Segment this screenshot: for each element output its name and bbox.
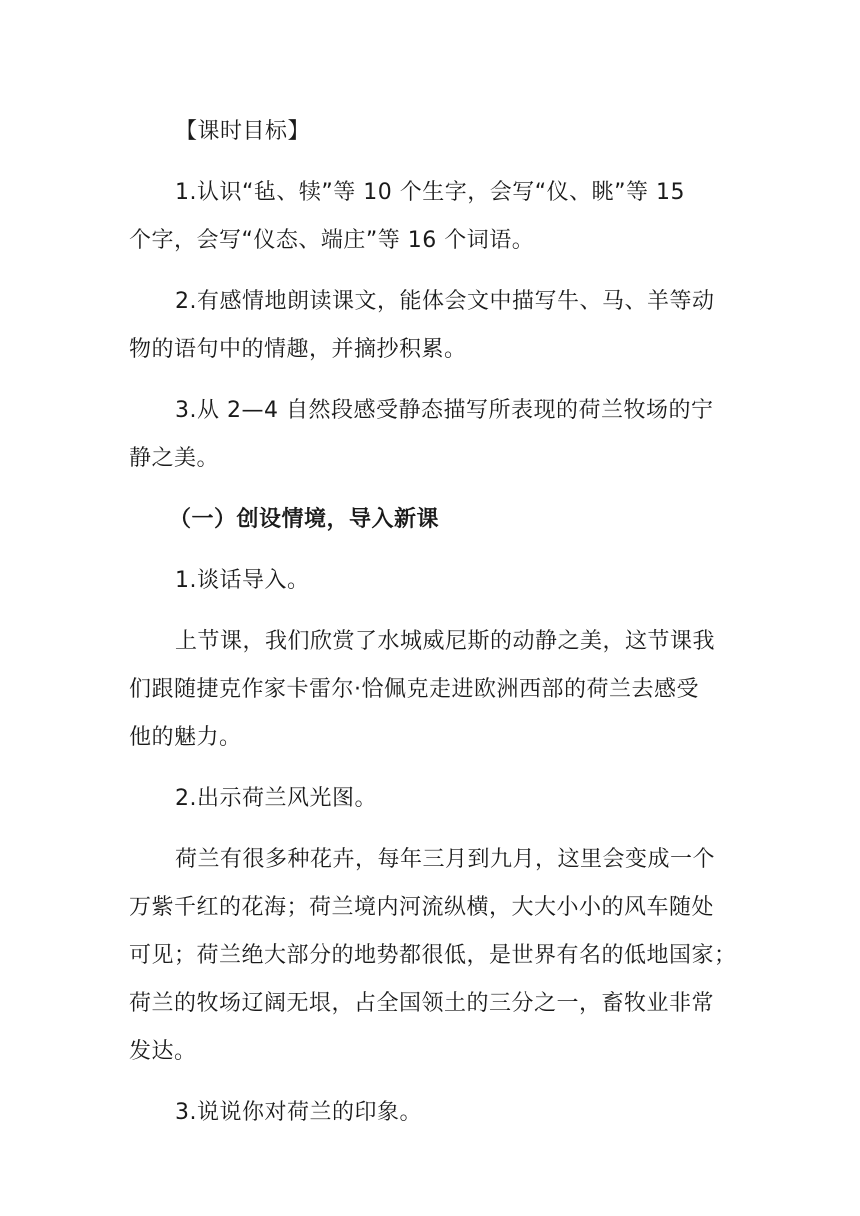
step-2-text-line-4: 荷兰的牧场辽阔无垠，占全国领土的三分之一，畜牧业非常 bbox=[129, 991, 715, 1016]
step-2-text-line-3: 可见；荷兰绝大部分的地势都很低，是世界有名的低地国家； bbox=[129, 943, 737, 968]
objective-1 bbox=[129, 169, 731, 265]
objective-2 bbox=[129, 278, 731, 374]
step-2-text-line-1: 荷兰有很多种花卉，每年三月到九月，这里会变成一个 bbox=[175, 847, 716, 872]
section-heading: （一）创设情境，导入新课 bbox=[169, 507, 440, 532]
objectives-heading: 【课时目标】 bbox=[175, 119, 311, 144]
objective-2-line-1: 2.有感情地朗读课文，能体会文中描写牛、马、羊等动 bbox=[175, 289, 715, 314]
step-1-text-line-2: 们跟随捷克作家卡雷尔·恰佩克走进欧洲西部的荷兰去感受 bbox=[129, 677, 699, 702]
step-2-title: 2.出示荷兰风光图。 bbox=[175, 786, 377, 811]
objective-1-line-2: 个字，会写“仪态、端庄”等 16 个词语。 bbox=[129, 228, 535, 253]
step-2-text-line-5: 发达。 bbox=[129, 1039, 197, 1064]
step-2-text bbox=[129, 836, 737, 1076]
step-1-text bbox=[129, 618, 731, 762]
objective-1-line-1: 1.认识“毡、犊”等 10 个生字，会写“仪、眺”等 15 bbox=[175, 180, 686, 205]
step-3-title: 3.说说你对荷兰的印象。 bbox=[175, 1100, 422, 1125]
step-1-text-line-3: 他的魅力。 bbox=[129, 725, 242, 750]
document-page bbox=[129, 108, 737, 1137]
objective-3 bbox=[129, 387, 731, 483]
objective-2-line-2: 物的语句中的情趣，并摘抄积累。 bbox=[129, 337, 467, 362]
objective-3-line-1: 3.从 2—4 自然段感受静态描写所表现的荷兰牧场的宁 bbox=[175, 398, 714, 423]
objective-3-line-2: 静之美。 bbox=[129, 446, 220, 471]
step-1-title: 1.谈话导入。 bbox=[175, 568, 310, 593]
step-2-text-line-2: 万紫千红的花海；荷兰境内河流纵横，大大小小的风车随处 bbox=[129, 895, 715, 920]
step-1-text-line-1: 上节课，我们欣赏了水城威尼斯的动静之美，这节课我 bbox=[175, 629, 716, 654]
